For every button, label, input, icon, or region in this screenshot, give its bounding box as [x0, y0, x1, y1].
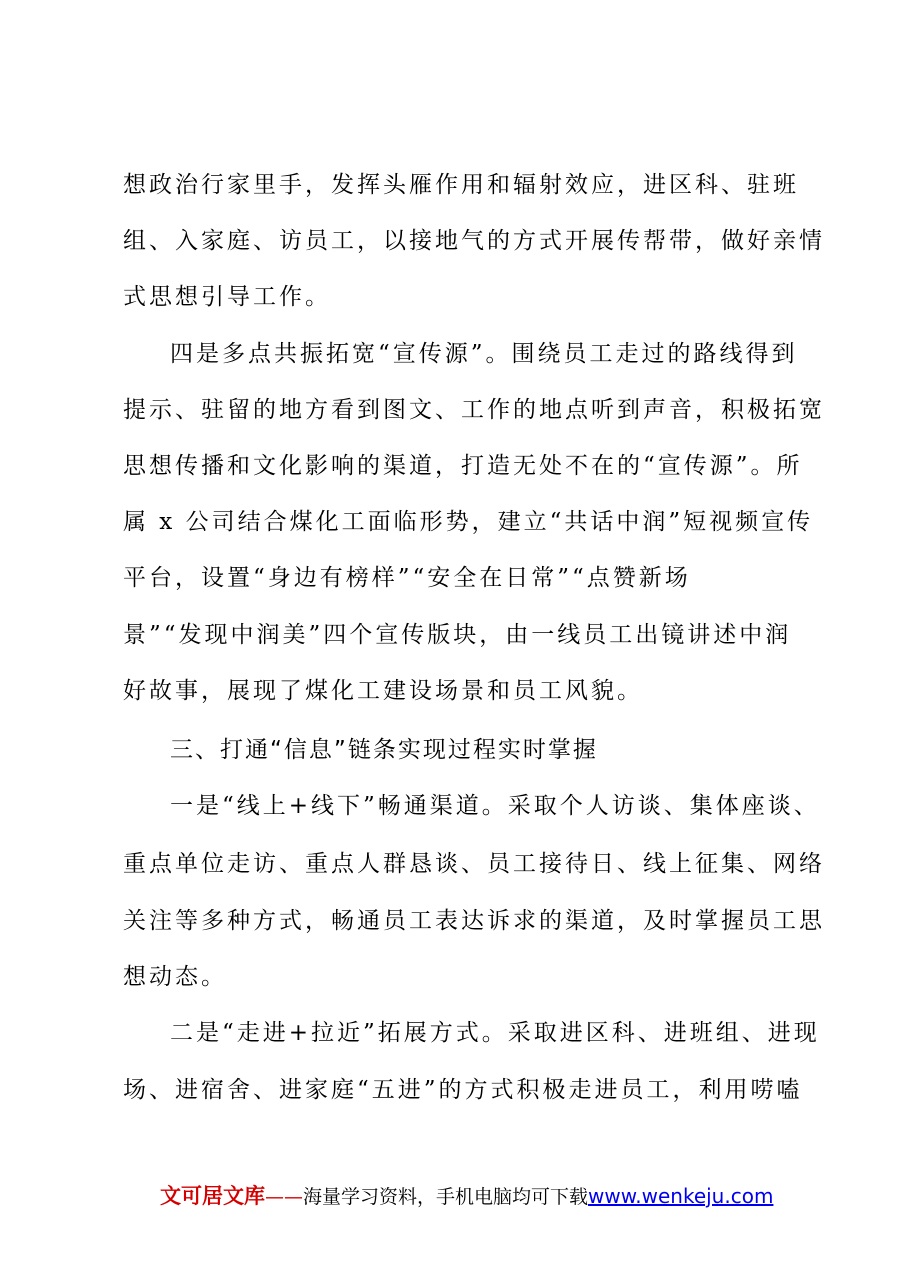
footer-brand: 文可居文库	[160, 1184, 265, 1208]
paragraph-line: 四是多点共振拓宽“宣传源”。围绕员工走过的路线得到	[170, 341, 798, 367]
footer-banner	[160, 1183, 773, 1210]
paragraph-line: 想政治行家里手，发挥头雁作用和辐射效应，进区科、驻班	[123, 172, 799, 198]
paragraph-line: 二是“走进+拉近”拓展方式。采取进区科、进班组、进现	[170, 1020, 820, 1046]
paragraph-line: 属 x 公司结合煤化工面临形势，建立“共话中润”短视频宣传	[123, 509, 814, 535]
paragraph-line: 想动态。	[123, 964, 227, 990]
footer-description: 海量学习资料，手机电脑均可下载	[303, 1186, 589, 1208]
paragraph-line: 好故事，展现了煤化工建设场景和员工风貌。	[123, 678, 643, 704]
paragraph-line: 平台，设置“身边有榜样”“安全在日常”“点赞新场	[123, 565, 691, 591]
paragraph-line: 关注等多种方式，畅通员工表达诉求的渠道，及时掌握员工思	[123, 908, 825, 934]
section-heading: 三、打通“信息”链条实现过程实时掌握	[170, 737, 598, 763]
paragraph-line: 思想传播和文化影响的渠道，打造无处不在的“宣传源”。所	[123, 453, 803, 479]
footer-dash: ——	[265, 1186, 303, 1208]
paragraph-line: 式思想引导工作。	[123, 284, 331, 310]
paragraph-line: 一是“线上+线下”畅通渠道。采取个人访谈、集体座谈、	[170, 793, 820, 819]
paragraph-line: 重点单位走访、重点人群恳谈、员工接待日、线上征集、网络	[123, 851, 825, 877]
footer-link[interactable]: www.wenkeju.com	[588, 1184, 774, 1208]
paragraph-line: 景”“发现中润美”四个宣传版块，由一线员工出镜讲述中润	[123, 622, 792, 648]
paragraph-line: 组、入家庭、访员工，以接地气的方式开展传帮带，做好亲情	[123, 228, 825, 254]
paragraph-line: 场、进宿舍、进家庭“五进”的方式积极走进员工，利用唠嗑	[123, 1077, 803, 1103]
paragraph-line: 提示、驻留的地方看到图文、工作的地点听到声音，积极拓宽	[123, 397, 825, 423]
